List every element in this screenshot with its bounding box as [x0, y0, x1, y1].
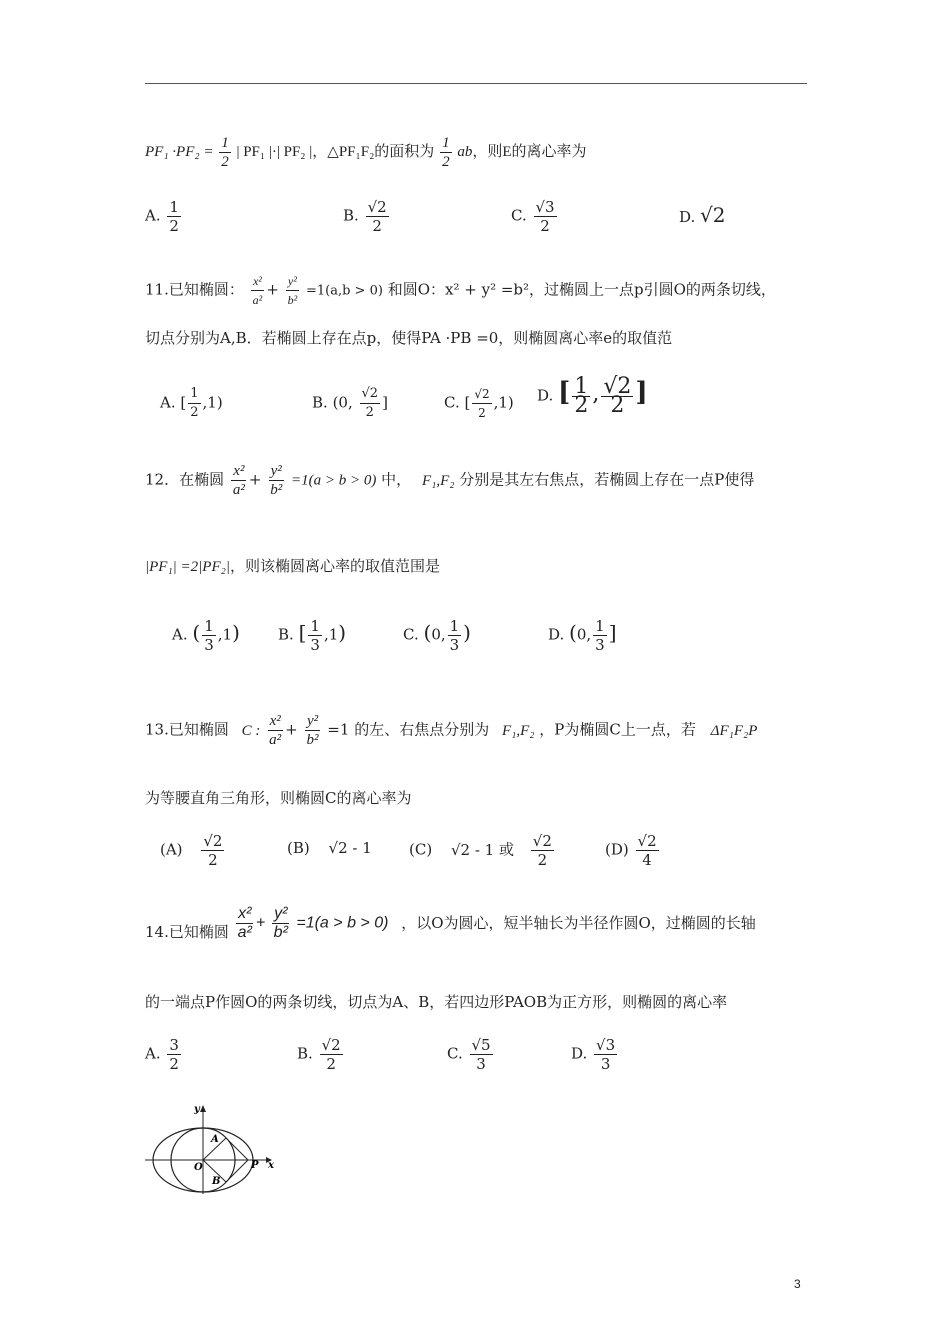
label-p: P [251, 1160, 259, 1171]
q12-option-d: D. (0, $\frac{1}{3}$ ] [548, 617, 617, 654]
label-a: A [211, 1134, 219, 1145]
q11-option-b: B. (0, $\frac{√2}{2}$ ] [312, 386, 388, 420]
ellipse-figure [140, 1098, 290, 1198]
q12-option-b: B. [ $\frac{1}{3}$ ,1) [278, 617, 347, 654]
q10-option-c: C. $\frac{√3}{2}$ [511, 198, 555, 235]
q10-option-b: B. $\frac{√2}{2}$ [343, 198, 387, 235]
q12-option-a: A. ( $\frac{1}{3}$ ,1) [172, 617, 240, 654]
q10-option-a: A. $\frac{1}{2}$ [145, 198, 179, 235]
y-axis-arrow [200, 1105, 206, 1112]
q11-option-c: C. [ $\frac{√2}{2}$ ,1) [444, 387, 514, 420]
q11-line2: 切点分别为A,B．若椭圆上存在点p，使得PA ·PB =0，则椭圆离心率e的取值范 [145, 329, 673, 347]
q14-line2: 的一端点P作圆O的两条切线，切点为A、B，若四边形PAOB为正方形，则椭圆的离心率 [145, 993, 728, 1011]
label-y: y [194, 1104, 200, 1115]
q12-line1: 12．在椭圆 $\frac{\text{x²}}{\text{a²}}$ + $\frac{\text{y²}}{\text{b²}}$ =1(a > b > 0) 中， F₁,F₂ 分别是其左右焦点，若椭圆上存在一点P使得 [145, 463, 755, 498]
q14-line1: 14.已知椭圆 $\frac{\text{x²}}{\text{a²}}$ + $\frac{\text{y²}}{\text{b²}}$ =1(a > b > 0) ，以O为圆心，短半轴长为半径作圆O，过椭圆的长轴 [145, 905, 756, 941]
label-b: B [212, 1176, 221, 1187]
q13-option-c: (C) √2 - 1 或 $\frac{√2}{2}$ [409, 832, 552, 869]
q11-option-a: A. [ $\frac{1}{2}$ ,1) [160, 386, 223, 420]
q13-line1: 13.已知椭圆 C : $\frac{\text{x²}}{\text{a²}}$ + $\frac{\text{y²}}{\text{b²}}$ =1 的左、右焦点分别为 F₁,F₂ ，P为椭圆C上一点，若 ΔF₁F₂P [145, 713, 758, 748]
q14-option-a: A. $\frac{3}{2}$ [145, 1036, 179, 1073]
label-o: O [194, 1162, 203, 1173]
q14-option-b: B. $\frac{√2}{2}$ [297, 1036, 341, 1073]
label-x: x [268, 1160, 274, 1171]
q14-option-c: C. $\frac{√5}{3}$ [447, 1036, 491, 1073]
q10-statement: PF₁ ·PF₂ = $\frac{1}{2}$ | PF₁ |·| PF₂ |，△PF₁F₂的面积为 $\frac{1}{2}$ ab，则E的离心率为 [145, 135, 587, 170]
q12-line2: |PF₁| =2|PF₂|，则该椭圆离心率的取值范围是 [145, 557, 440, 575]
q13-line2: 为等腰直角三角形，则椭圆C的离心率为 [145, 789, 412, 807]
q10-option-d: D. √2 [679, 203, 726, 227]
page-number: 3 [794, 1277, 801, 1291]
q13-option-d: (D) $\frac{√2}{4}$ [605, 832, 657, 869]
q11-line1: 11.已知椭圆： $\frac{\text{x²}}{\text{a²}}$ + $\frac{\text{y²}}{\text{b²}}$ =1(a,b > 0) 和圆O：x² + y² =b²，过椭圆上一点p引圆O的两条切线， [145, 274, 776, 307]
tangent-pb [226, 1160, 248, 1182]
q11-option-d: D. [ $\frac{1}{2}$ , $\frac{√2}{2}$ ] [537, 374, 648, 418]
q14-option-d: D. $\frac{√3}{3}$ [571, 1036, 616, 1073]
tangent-pa [226, 1138, 248, 1160]
header-rule [145, 83, 807, 84]
q13-option-b: (B) √2 - 1 [287, 839, 372, 857]
q12-option-c: C. (0, $\frac{1}{3}$ ) [403, 617, 471, 654]
q13-option-a: (A) $\frac{√2}{2}$ [160, 832, 223, 869]
